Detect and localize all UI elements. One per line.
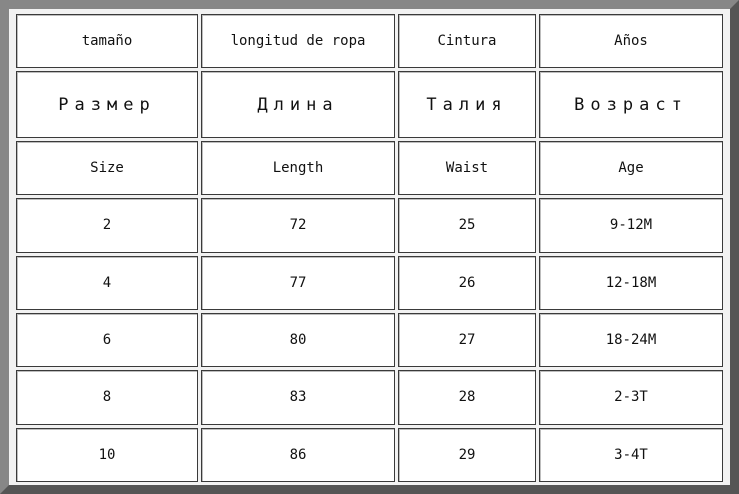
size-cell: 4 xyxy=(16,256,198,310)
header-row-spanish xyxy=(16,14,723,68)
waist-cell: 27 xyxy=(398,313,536,367)
table-row xyxy=(16,313,723,367)
header-cell-length-es: longitud de ropa xyxy=(201,14,395,68)
age-cell: 12-18M xyxy=(539,256,723,310)
header-cell-size-ru: Размер xyxy=(16,71,198,137)
table-background xyxy=(9,9,730,485)
table-row xyxy=(16,198,723,252)
header-cell-length-ru: Длина xyxy=(201,71,395,137)
size-cell: 6 xyxy=(16,313,198,367)
age-cell: 9-12M xyxy=(539,198,723,252)
age-cell: 18-24M xyxy=(539,313,723,367)
header-cell-size-en: Size xyxy=(16,141,198,195)
table-row xyxy=(16,256,723,310)
age-cell: 3-4T xyxy=(539,428,723,482)
size-cell: 10 xyxy=(16,428,198,482)
size-cell: 8 xyxy=(16,370,198,424)
header-cell-age-es: Años xyxy=(539,14,723,68)
waist-cell: 26 xyxy=(398,256,536,310)
length-cell: 83 xyxy=(201,370,395,424)
header-cell-age-ru: Возраст xyxy=(539,71,723,137)
size-chart-table xyxy=(13,11,726,485)
header-cell-age-en: Age xyxy=(539,141,723,195)
length-cell: 86 xyxy=(201,428,395,482)
header-cell-length-en: Length xyxy=(201,141,395,195)
waist-cell: 25 xyxy=(398,198,536,252)
table-row xyxy=(16,428,723,482)
age-cell: 2-3T xyxy=(539,370,723,424)
table-row xyxy=(16,370,723,424)
length-cell: 77 xyxy=(201,256,395,310)
length-cell: 72 xyxy=(201,198,395,252)
header-row-russian xyxy=(16,71,723,137)
length-cell: 80 xyxy=(201,313,395,367)
header-cell-size-es: tamaño xyxy=(16,14,198,68)
header-cell-waist-ru: Талия xyxy=(398,71,536,137)
waist-cell: 28 xyxy=(398,370,536,424)
waist-cell: 29 xyxy=(398,428,536,482)
size-cell: 2 xyxy=(16,198,198,252)
header-row-english xyxy=(16,141,723,195)
header-cell-waist-en: Waist xyxy=(398,141,536,195)
header-cell-waist-es: Cintura xyxy=(398,14,536,68)
